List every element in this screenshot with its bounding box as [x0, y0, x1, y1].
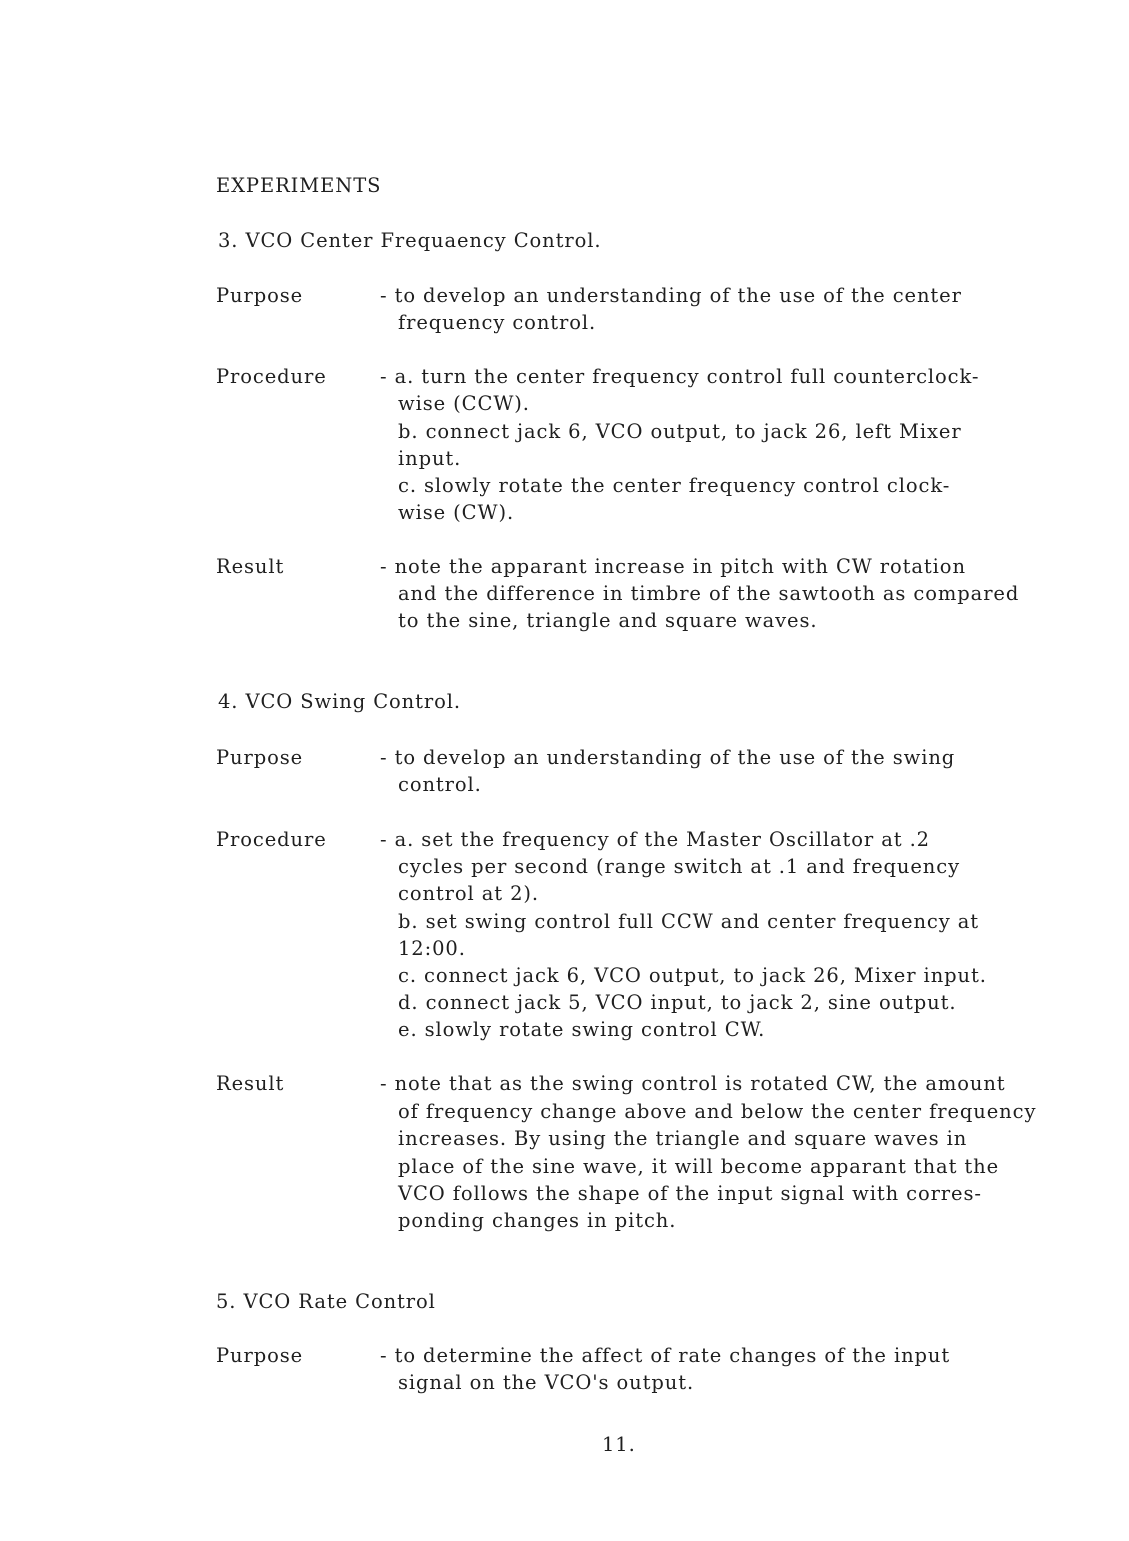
body-line: - to develop an understanding of the use of the swing: [380, 746, 956, 769]
body-line: b. set swing control full CCW and center frequency at: [398, 910, 980, 933]
body-line: control.: [398, 773, 482, 796]
body-line: control at 2).: [398, 882, 540, 905]
body-line: 12:00.: [398, 937, 466, 960]
body-line: frequency control.: [398, 311, 597, 334]
body-line: - note that as the swing control is rotated CW, the amount: [380, 1072, 1006, 1095]
body-line: - a. set the frequency of the Master Oscillator at .2: [380, 828, 930, 851]
body-line: cycles per second (range switch at .1 and frequency: [398, 855, 961, 878]
row-label: Result: [216, 555, 285, 578]
body-line: of frequency change above and below the center frequency: [398, 1100, 1037, 1123]
row-label: Result: [216, 1072, 285, 1095]
body-line: b. connect jack 6, VCO output, to jack 26, left Mixer: [398, 420, 962, 443]
body-line: to the sine, triangle and square waves.: [398, 609, 818, 632]
page-number: 11.: [602, 1433, 636, 1456]
row-label: Purpose: [216, 284, 304, 307]
body-line: d. connect jack 5, VCO input, to jack 2, sine output.: [398, 991, 957, 1014]
body-line: c. slowly rotate the center frequency control clock-: [398, 474, 951, 497]
body-line: and the difference in timbre of the sawtooth as compared: [398, 582, 1020, 605]
body-line: increases. By using the triangle and square waves in: [398, 1127, 968, 1150]
body-line: wise (CW).: [398, 501, 515, 524]
body-line: signal on the VCO's output.: [398, 1371, 695, 1394]
body-line: ponding changes in pitch.: [398, 1209, 677, 1232]
section-title: 4. VCO Swing Control.: [218, 690, 461, 713]
body-line: c. connect jack 6, VCO output, to jack 26, Mixer input.: [398, 964, 987, 987]
body-line: - note the apparant increase in pitch with CW rotation: [380, 555, 966, 578]
body-line: input.: [398, 447, 462, 470]
body-line: - to develop an understanding of the use of the center: [380, 284, 962, 307]
row-label: Purpose: [216, 1344, 304, 1367]
body-line: wise (CCW).: [398, 392, 530, 415]
section-title: 3. VCO Center Frequaency Control.: [218, 229, 602, 252]
body-line: - to determine the affect of rate changes of the input: [380, 1344, 951, 1367]
body-line: place of the sine wave, it will become apparant that the: [398, 1155, 1000, 1178]
row-label: Purpose: [216, 746, 304, 769]
row-label: Procedure: [216, 828, 327, 851]
section-title: 5. VCO Rate Control: [216, 1290, 436, 1313]
body-line: e. slowly rotate swing control CW.: [398, 1018, 766, 1041]
row-label: Procedure: [216, 365, 327, 388]
body-line: - a. turn the center frequency control full counterclock-: [380, 365, 980, 388]
body-line: VCO follows the shape of the input signal with corres-: [398, 1182, 982, 1205]
page-heading: EXPERIMENTS: [216, 174, 382, 197]
